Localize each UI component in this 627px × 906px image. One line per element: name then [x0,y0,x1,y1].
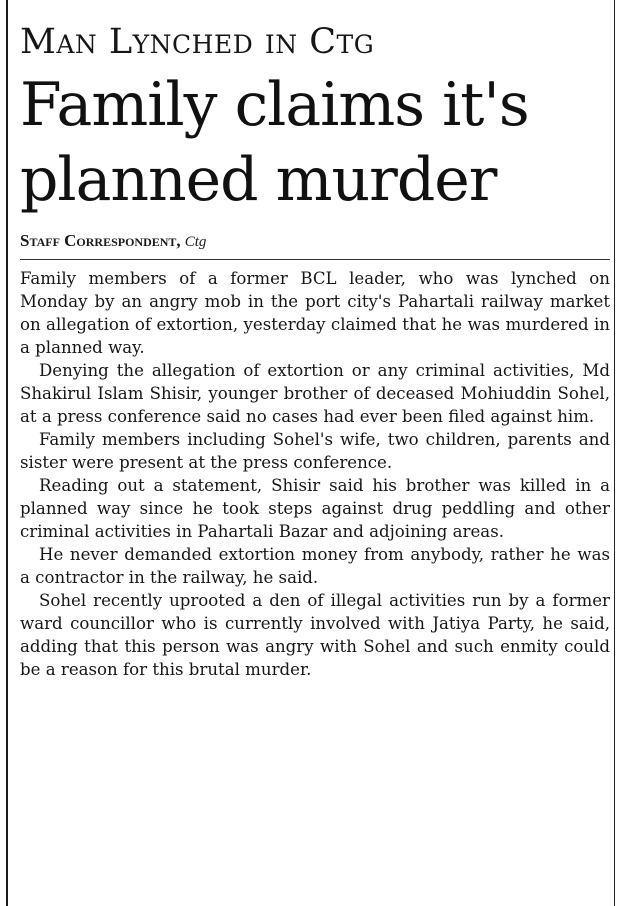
paragraph-4: Reading out a statement, Shisir said his brother was killed in a planned way since he took steps against drug peddling and other criminal activities in Pahartali Bazar and adjoining areas. [20,476,610,541]
kicker: Man Lynched in Ctg [20,22,375,62]
paragraph-6: Sohel recently uprooted a den of illegal activities run by a former ward councillor who is currently involved with Jatiya Party, he said, adding that this person was angry with Sohel and such enmity could be a reason for this brutal murder. [20,591,610,679]
paragraph-2: Denying the allegation of extortion or any criminal activities, Md Shakirul Islam Shisir, younger brother of deceased Mohiuddin Sohel, at a press conference said no cases had ever been filed against him. [20,361,610,426]
headline [20,68,610,218]
column-rule-right [614,0,615,906]
column-rule-left [6,0,8,906]
byline-place: Ctg [184,234,207,250]
headline-line-1: Family claims it's [20,70,529,140]
paragraph-1: Family members of a former BCL leader, who was lynched on Monday by an angry mob in the port city's Pahartali railway market on allegation of extortion, yesterday claimed that he was murdered in a planned way. [20,269,610,357]
byline-author: Staff Correspondent, [20,231,181,250]
byline-divider [20,259,610,260]
paragraph-3: Family members including Sohel's wife, two children, parents and sister were present at the press conference. [20,430,610,472]
news-article [20,20,610,681]
article-body [20,267,610,681]
byline [20,231,610,251]
paragraph-5: He never demanded extortion money from anybody, rather he was a contractor in the railway, he said. [20,545,610,587]
headline-line-2: planned murder [20,145,497,215]
